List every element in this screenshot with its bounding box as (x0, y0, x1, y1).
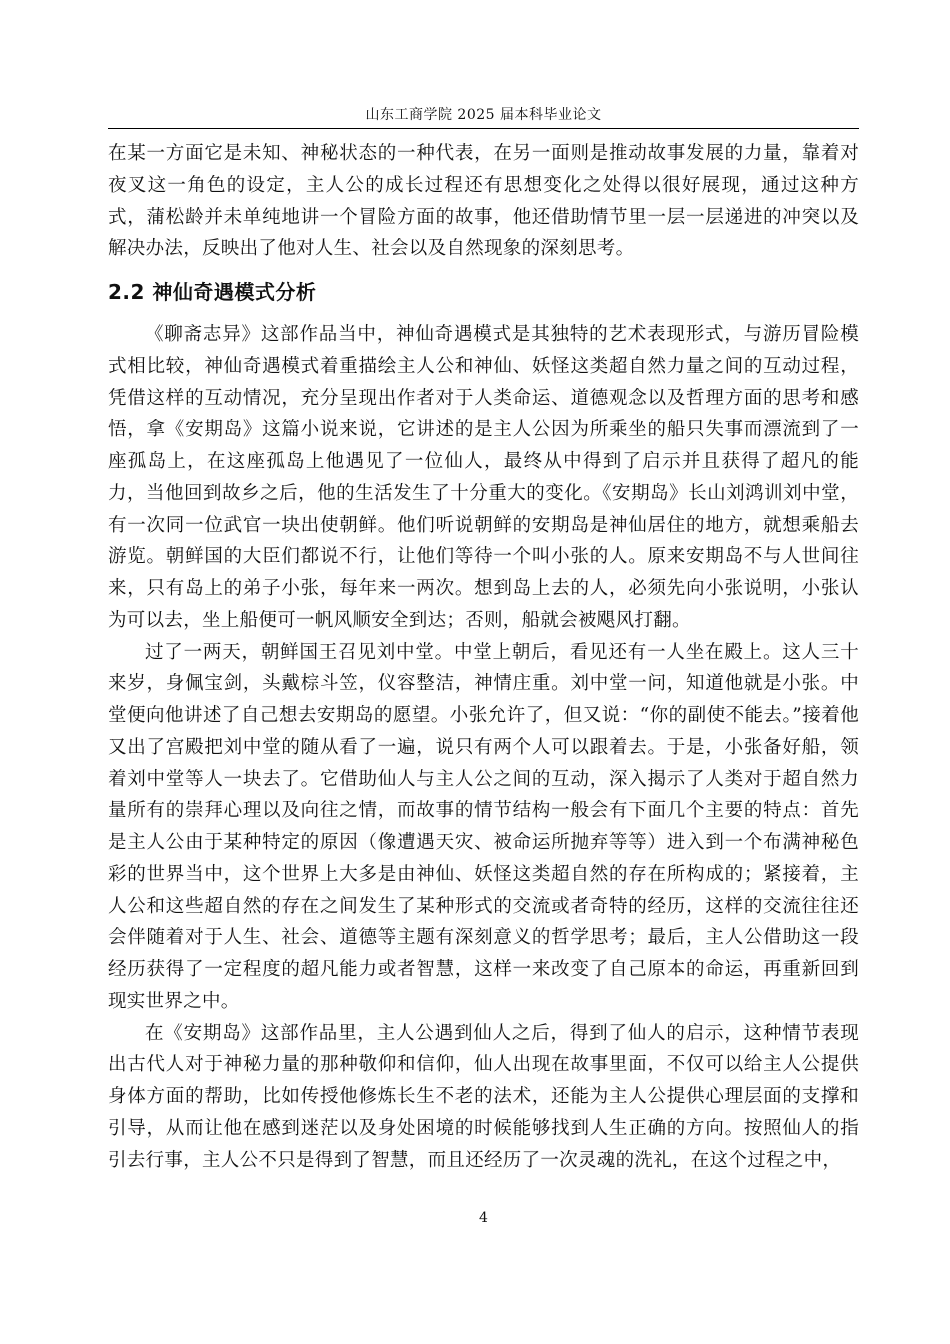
section-heading: 2.2 神仙奇遇模式分析 (108, 280, 317, 304)
paragraph-continued: 在某一方面它是未知、神秘状态的一种代表，在另一面则是推动故事发展的力量，靠着对夜叉这一角色的设定，主人公的成长过程还有思想变化之处得以很好展现，通过这种方式，蒲松龄并未单纯地讲一个冒险方面的故事，他还借助情节里一层一层递进的冲突以及解决办法，反映出了他对人生、社会以及自然现象的深刻思考。 (108, 143, 859, 260)
page-number: 4 (479, 1210, 488, 1226)
header-rule (108, 128, 859, 129)
paragraph: 在《安期岛》这部作品里，主人公遇到仙人之后，得到了仙人的启示，这种情节表现出古代人对于神秘力量的那种敬仰和信仰，仙人出现在故事里面，不仅可以给主人公提供身体方面的帮助，比如传授他修炼长生不老的法术，还能为主人公提供心理层面的支撑和引导，从而让他在感到迷茫以及身处困境的时候能够找到人生正确的方向。按照仙人的指引去行事，主人公不只是得到了智慧，而且还经历了一次灵魂的洗礼，在这个过程之中， (108, 1022, 859, 1171)
paragraph: 《聊斋志异》这部作品当中，神仙奇遇模式是其独特的艺术表现形式，与游历冒险模式相比较，神仙奇遇模式着重描绘主人公和神仙、妖怪这类超自然力量之间的互动过程，凭借这样的互动情况，充分呈现出作者对于人类命运、道德观念以及哲理方面的思考和感悟，拿《安期岛》这篇小说来说，它讲述的是主人公因为所乘坐的船只失事而漂流到了一座孤岛上，在这座孤岛上他遇见了一位仙人，最终从中得到了启示并且获得了超凡的能力，当他回到故乡之后，他的生活发生了十分重大的变化。《安期岛》长山刘鸿训刘中堂，有一次同一位武官一块出使朝鲜。他们听说朝鲜的安期岛是神仙居住的地方，就想乘船去游览。朝鲜国的大臣们都说不行，让他们等待一个叫小张的人。原来安期岛不与人世间往来，只有岛上的弟子小张，每年来一两次。想到岛上去的人，必须先向小张说明，小张认为可以去，坐上船便可一帆风顺安全到达；否则，船就会被飓风打翻。 (108, 324, 859, 631)
body-text (108, 138, 859, 1176)
running-header: 山东工商学院 2025 届本科毕业论文 (365, 107, 602, 123)
paragraph: 过了一两天，朝鲜国王召见刘中堂。中堂上朝后，看见还有一人坐在殿上。这人三十来岁，身佩宝剑，头戴棕斗笠，仪容整洁，神情庄重。刘中堂一问，知道他就是小张。中堂便向他讲述了自己想去安期岛的愿望。小张允许了，但又说：“你的副使不能去。”接着他又出了宫殿把刘中堂的随从看了一遍，说只有两个人可以跟着去。于是，小张备好船，领着刘中堂等人一块去了。它借助仙人与主人公之间的互动，深入揭示了人类对于超自然力量所有的崇拜心理以及向往之情，而故事的情节结构一般会有下面几个主要的特点：首先是主人公由于某种特定的原因（像遭遇天灾、被命运所抛弃等等）进入到一个布满神秘色彩的世界当中，这个世界上大多是由神仙、妖怪这类超自然的存在所构成的；紧接着，主人公和这些超自然的存在之间发生了某种形式的交流或者奇特的经历，这样的交流往往还会伴随着对于人生、社会、道德等主题有深刻意义的哲学思考；最后，主人公借助这一段经历获得了一定程度的超凡能力或者智慧，这样一来改变了自己原本的命运，再重新回到现实世界之中。 (108, 641, 859, 1012)
